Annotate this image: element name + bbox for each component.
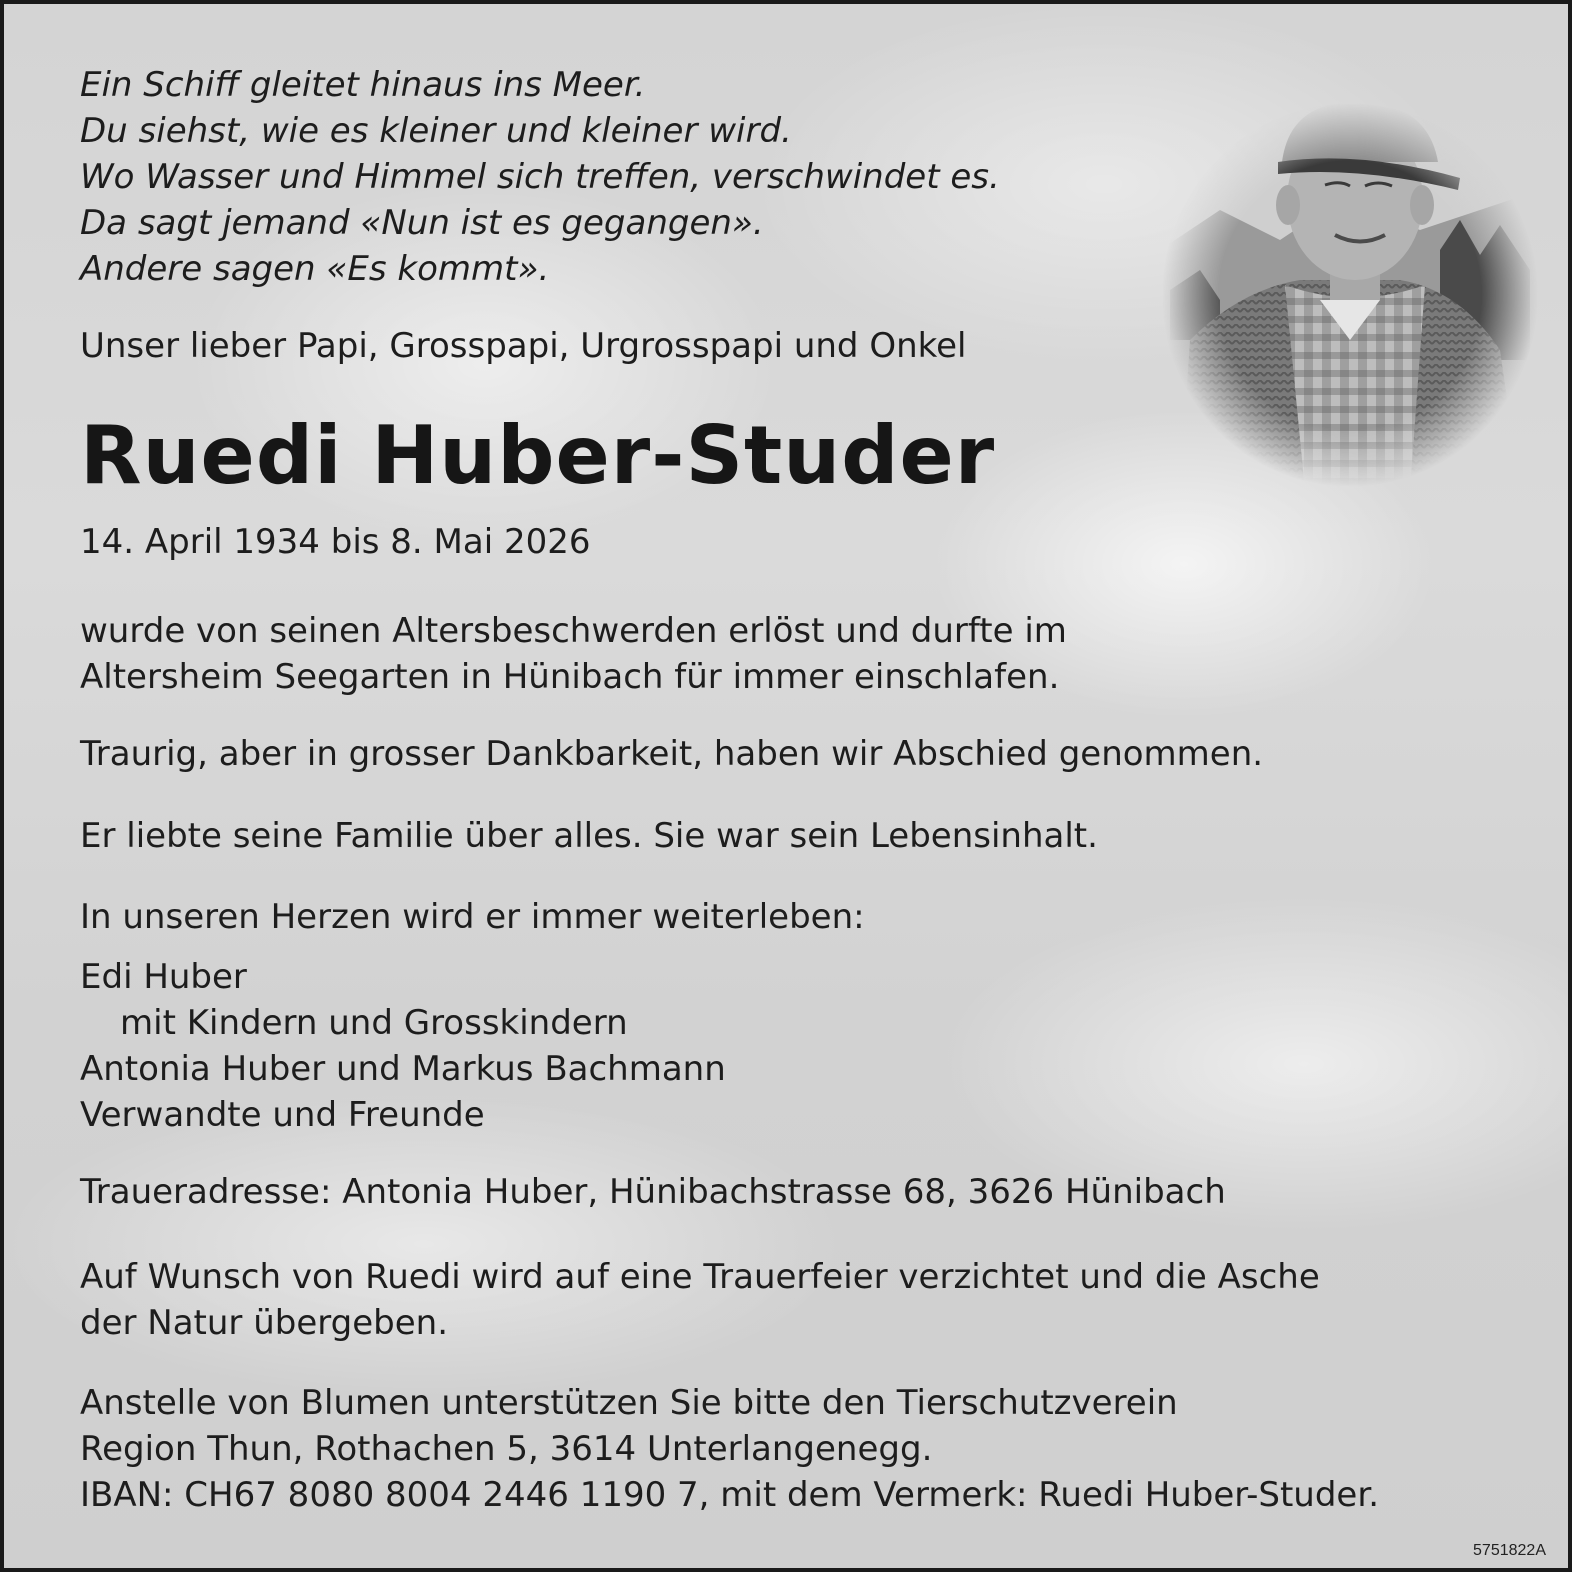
poem-line: Da sagt jemand «Nun ist es gegangen».	[80, 203, 764, 243]
poem	[80, 62, 1000, 292]
mourner-sub: mit Kindern und Grosskindern	[120, 1003, 628, 1043]
paragraph-line: Region Thun, Rothachen 5, 3614 Unterlangenegg.	[80, 1429, 933, 1469]
gratitude-line: Traurig, aber in grosser Dankbarkeit, haben wir Abschied genommen.	[80, 734, 1264, 774]
passing-paragraph	[80, 608, 1067, 700]
remembrance-line: In unseren Herzen wird er immer weiterleben:	[80, 897, 865, 937]
paragraph-line: Anstelle von Blumen unterstützen Sie bitte den Tierschutzverein	[80, 1383, 1178, 1423]
mourning-address: Traueradresse: Antonia Huber, Hünibachstrasse 68, 3626 Hünibach	[80, 1172, 1226, 1212]
poem-line: Du siehst, wie es kleiner und kleiner wird.	[80, 111, 792, 151]
poem-line: Ein Schiff gleitet hinaus ins Meer.	[80, 65, 646, 105]
mourner: Antonia Huber und Markus Bachmann	[80, 1049, 726, 1089]
paragraph-line: Altersheim Seegarten in Hünibach für immer einschlafen.	[80, 657, 1060, 697]
mourner: Edi Huber	[80, 957, 247, 997]
poem-line: Wo Wasser und Himmel sich treffen, verschwindet es.	[80, 157, 1000, 197]
paragraph-line: IBAN: CH67 8080 8004 2446 1190 7, mit dem Vermerk: Ruedi Huber-Studer.	[80, 1475, 1380, 1515]
deceased-name: Ruedi Huber-Studer	[80, 409, 996, 502]
life-dates: 14. April 1934 bis 8. Mai 2026	[80, 522, 591, 562]
intro-line: Unser lieber Papi, Grosspapi, Urgrosspapi und Onkel	[80, 326, 967, 366]
poem-line: Andere sagen «Es kommt».	[80, 249, 550, 289]
donation-note	[80, 1380, 1379, 1518]
family-love-line: Er liebte seine Familie über alles. Sie war sein Lebensinhalt.	[80, 816, 1098, 856]
mourners-list	[80, 954, 726, 1138]
paragraph-line: Auf Wunsch von Ruedi wird auf eine Trauerfeier verzichtet und die Asche	[80, 1257, 1320, 1297]
mourner: Verwandte und Freunde	[80, 1095, 485, 1135]
paragraph-line: der Natur übergeben.	[80, 1303, 449, 1343]
funeral-wish	[80, 1254, 1320, 1346]
paragraph-line: wurde von seinen Altersbeschwerden erlöst und durfte im	[80, 611, 1067, 651]
portrait-photo	[1160, 100, 1540, 490]
ad-code: 5751822A	[1473, 1542, 1546, 1559]
